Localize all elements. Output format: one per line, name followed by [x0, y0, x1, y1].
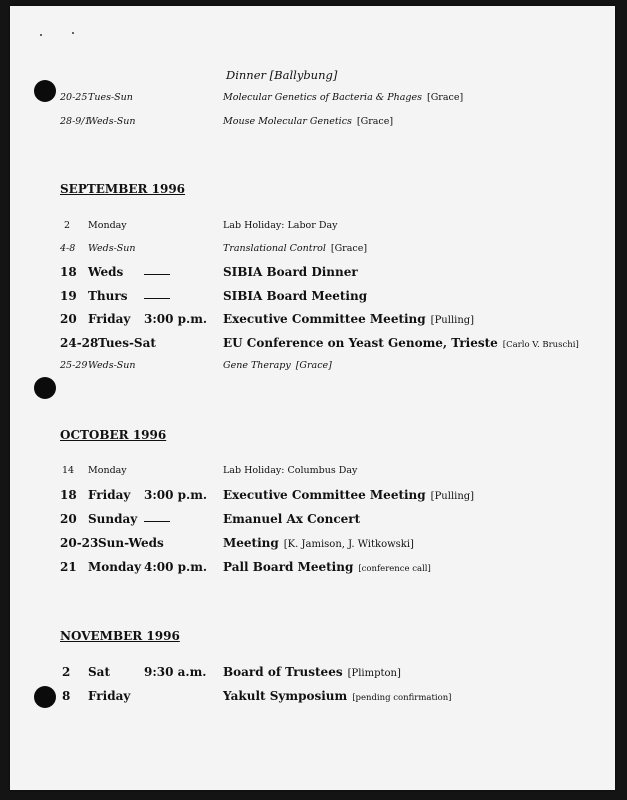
- row-day: Weds-Sun: [88, 243, 136, 254]
- paper-speck: [72, 32, 74, 34]
- month-heading-october: OCTOBER 1996: [60, 428, 167, 442]
- row-date: 2: [64, 220, 71, 231]
- paper-speck: [40, 34, 42, 36]
- row-day: Monday: [88, 560, 142, 574]
- row-date: 8: [62, 689, 71, 703]
- row-event: Lab Holiday: Labor Day: [223, 220, 338, 231]
- row-date: 20-25: [60, 92, 88, 103]
- row-event: Pall Board Meeting [conference call]: [223, 560, 431, 574]
- row-event: SIBIA Board Meeting: [223, 289, 368, 303]
- row-time: 3:00 p.m.: [144, 312, 208, 326]
- row-day: Monday: [88, 220, 127, 231]
- row-day: Tues-Sun: [88, 92, 133, 103]
- row-event: Executive Committee Meeting [Pulling]: [223, 312, 475, 326]
- row-day: Sat: [88, 665, 110, 679]
- binder-hole: [34, 80, 56, 102]
- row-event: Molecular Genetics of Bacteria & Phages [Grace]: [223, 92, 464, 103]
- row-date: 18: [60, 265, 77, 279]
- row-event: Lab Holiday: Columbus Day: [223, 465, 358, 476]
- binder-hole: [34, 377, 56, 399]
- row-time: 3:00 p.m.: [144, 488, 208, 502]
- row-date: 14: [62, 465, 75, 476]
- row-day: Friday: [88, 689, 131, 703]
- row-day: Friday: [88, 312, 131, 326]
- month-heading-september: SEPTEMBER 1996: [60, 182, 186, 196]
- row-date: 20: [60, 512, 77, 526]
- row-time: 4:00 p.m.: [144, 560, 208, 574]
- month-heading-november: NOVEMBER 1996: [60, 629, 180, 643]
- binder-hole: [34, 686, 56, 708]
- row-day: Weds-Sun: [88, 360, 136, 371]
- row-date: 20-23: [60, 536, 99, 550]
- row-event: Gene Therapy [Grace]: [223, 360, 332, 371]
- row-event: EU Conference on Yeast Genome, Trieste [Carlo V. Bruschi]: [223, 336, 579, 350]
- row-day: Tues-Sat: [98, 336, 156, 350]
- row-event: Translational Control [Grace]: [223, 243, 368, 254]
- row-event: Meeting [K. Jamison, J. Witkowski]: [223, 536, 414, 550]
- row-day: Monday: [88, 465, 127, 476]
- row-date: 19: [60, 289, 77, 303]
- row-date: 21: [60, 560, 77, 574]
- row-date: 2: [62, 665, 71, 679]
- row-day: Friday: [88, 488, 131, 502]
- row-date: 28-9/1: [60, 116, 91, 127]
- row-date: 24-28: [60, 336, 99, 350]
- row-event: Board of Trustees [Plimpton]: [223, 665, 401, 679]
- row-event: SIBIA Board Dinner: [223, 265, 358, 279]
- row-event: Mouse Molecular Genetics [Grace]: [223, 116, 394, 127]
- row-day: Thurs: [88, 289, 128, 303]
- row-event: Executive Committee Meeting [Pulling]: [223, 488, 475, 502]
- row-event: Yakult Symposium [pending confirmation]: [223, 689, 452, 703]
- document-page: [10, 6, 615, 790]
- row-date: 4-8: [60, 243, 76, 254]
- row-day: Sun-Weds: [98, 536, 164, 550]
- row-day: Weds-Sun: [88, 116, 136, 127]
- row-date: 25-29: [60, 360, 88, 371]
- row-event: Emanuel Ax Concert: [223, 512, 361, 526]
- row-day: Weds: [88, 265, 124, 279]
- row-date: 20: [60, 312, 77, 326]
- row-date: 18: [60, 488, 77, 502]
- dinner-note: Dinner [Ballybung]: [226, 68, 338, 82]
- row-time: 9:30 a.m.: [144, 665, 207, 679]
- row-day: Sunday: [88, 512, 138, 526]
